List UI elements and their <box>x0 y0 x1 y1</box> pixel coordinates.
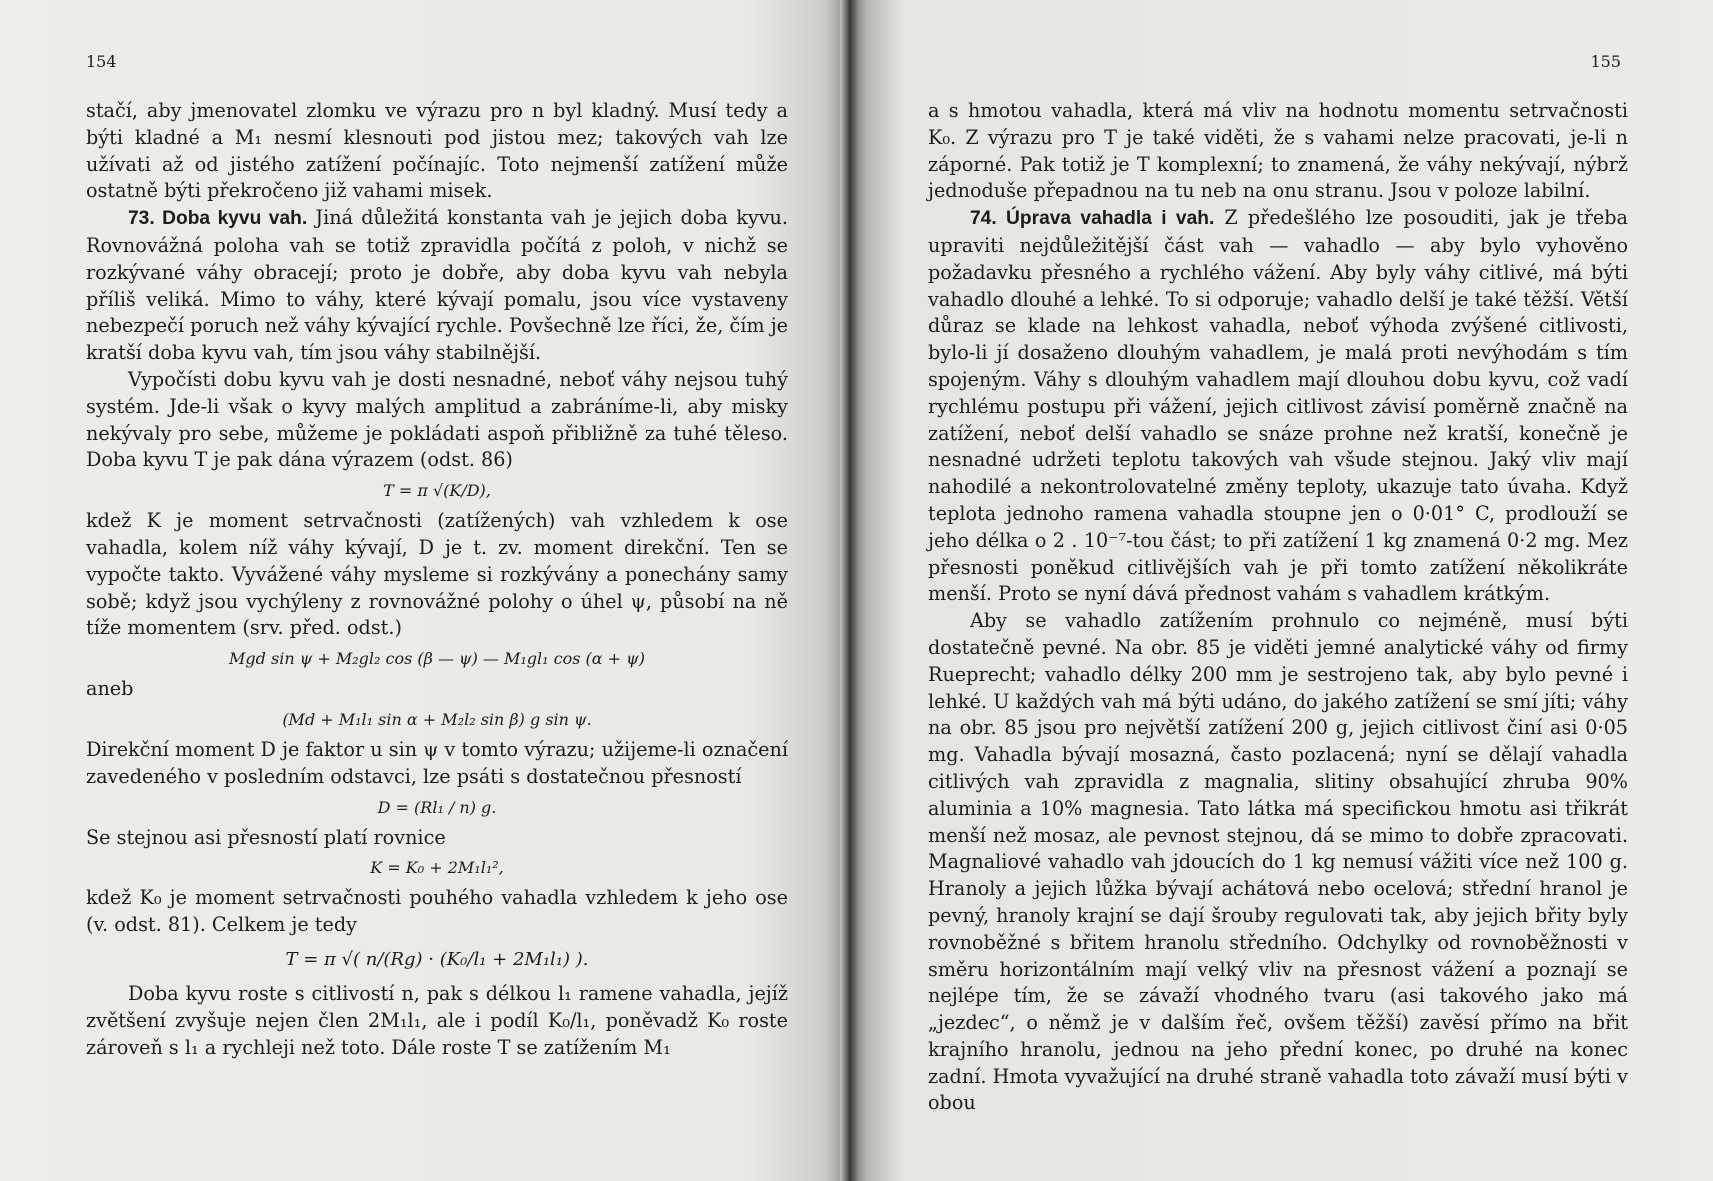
formula-directional-moment: D = (Rl₁ / n) g. <box>377 797 497 817</box>
right-page <box>850 0 1713 1181</box>
page-number-right: 155 <box>1590 52 1621 71</box>
paragraph: Vypočísti dobu kyvu vah je dosti nesnadné, neboť váhy nejsou tuhý systém. Jde-li však o kyvy malých amplitud a zabráníme-li, aby misky nekývaly pro sebe, můžeme je pokládati aspoň přibližně za tuhé těleso. Doba kyvu T je pak dána výrazem (odst. 86) <box>86 367 788 472</box>
paragraph: Aby se vahadlo zatížením prohnulo co nejméně, musí býti dostatečně pevné. Na obr. 85 je viděti jemné analytické váhy od firmy Rueprecht; vahadlo délky 200 mm je sestrojeno tak, aby bylo pevné i lehké. U každých vah má býti udáno, do jakého zatížení se smí jíti; váhy na obr. 85 jsou pro největší zatížení 200 g, jejich citlivost činí asi 0·05 mg. Vahadla bývají mosazná, často pozlacená; nyní se dělají vahadla citlivých vah zpravidla z magnalia, slitiny obsahující zhruba 90% aluminia a 10% magnesia. Tato látka má specifickou hmotu asi třikrát menší než mosaz, ale pevnost stejnou, dá se mimo to dobře zpracovati. Magnaliové vahadlo vah jdoucích do 1 kg nemusí vážiti více než 100 g. Hranoly a jejich lůžka bývají achátová nebo ocelová; střední hranol je pevný, hranoly krajní se dají šrouby regulovati tak, aby jejich břity byly rovnoběžné s břitem hranolu středního. Odchylky od rovnoběžnosti v směru horizontálním mají velký vliv na přesnost vážení a poznají se nejlépe tím, že se závaží vhodného tvaru (asi takového jako má „jezdec“, o němž je v dalším řeč, ovšem těžší) zavěsí přímo na břit krajního hranolu, jednou na jeho přední konec, po druhé na konec zadní. Hmota vyvažující na druhé straně vahadla toto závaží musí býti v obou <box>928 609 1628 1115</box>
paragraph: stačí, aby jmenovatel zlomku ve výrazu pro n byl kladný. Musí tedy a býti kladné a M₁ nesmí klesnouti pod jistou mez; takových vah lze užívati až od jistého zatížení počínajíc. Toto nejmenší zatížení může ostatně býti překročeno již vahami misek. <box>86 99 788 203</box>
paragraph: kdež K je moment setrvačnosti (zatížených) vah vzhledem k ose vahadla, kolem níž váhy kývají, D je t. zv. moment direkční. Ten se vypočte takto. Vyvážené váhy mysleme si rozkývány a ponechány samy sobě; když jsou vychýleny z rovnovážné polohy o úhel ψ, působí na ně tíže momentem (srv. před. odst.) <box>86 509 788 640</box>
section-73 <box>86 205 788 367</box>
paragraph: a s hmotou vahadla, která má vliv na hodnotu momentu setrvačnosti K₀. Z výrazu pro T je také viděti, že s vahami nelze pracovati, je-li n záporné. Pak totiž je T komplexní; to znamená, že váhy nekývají, nýbrž jednoduše přepadnou na tu neb na onu stranu. Jsou v poloze labilní. <box>928 99 1628 203</box>
section-text: Z předešlého lze posouditi, jak je třeba upraviti nejdůležitější část vah — vahadlo — aby bylo vyhověno požadavku přesného a rychlého vážení. Aby byly váhy citlivé, má býti vahadlo dlouhé a lehké. To si odporuje; vahadlo delší je také těžší. Větší důraz se klade na lehkost vahadla, neboť výhoda zvýšené citlivosti, bylo-li jí dosaženo dlouhým vahadlem, je malá proti nevýhodám s tím spojeným. Váhy s dlouhým vahadlem mají dlouhou dobu kyvu, což vadí rychlému postupu při vážení, jejich citlivost závisí poměrně značně na zatížení, neboť delší vahadlo se snáze prohne než kratší, konečně je nesnadné udržeti teplotu takových vah všude stejnou. Jaký vliv mají nahodilé a nekontrolovatelné změny teploty, ukazuje tato úvaha. Když teplota jednoho ramena vahadla stoupne jen o 0·01° C, prodlouží se jeho délka o 2 . 10⁻⁷-tou část; to při zatížení 1 kg znamená 0·2 mg. Mez přesnosti poněkud citlivějších vah je při tomto zatížení několikráte menší. Proto se nyní dává přednost vahám s vahadlem krátkým. <box>928 206 1628 606</box>
book-gutter <box>840 0 860 1181</box>
formula-moment: Mgd sin ψ + M₂gl₂ cos (β — ψ) — M₁gl₁ cos (α + ψ) <box>229 649 645 669</box>
section-text: Jiná důležitá konstanta vah je jejich doba kyvu. Rovnovážná poloha vah se totiž zpravidla počítá z poloh, v nichž se rozkývané váhy obracejí; proto je dobře, aby doba kyvu vah nebyla příliš veliká. Mimo to váhy, které kývají pomalu, jsou více vystaveny nebezpečí poruch než váhy kývající rychle. Povšechně lze říci, že, čím je kratší doba kyvu vah, tím jsou váhy stabilnější. <box>86 206 788 365</box>
paragraph: Doba kyvu roste s citlivostí n, pak s délkou l₁ ramene vahadla, jejíž zvětšení zvyšuje nejen člen 2M₁l₁, ale i podíl K₀/l₁, poněvadž K₀ roste zároveň s l₁ a rychleji než toto. Dále roste T se zatížením M₁ <box>86 981 788 1059</box>
left-page-text <box>86 98 788 1061</box>
paragraph: Se stejnou asi přesností platí rovnice <box>86 825 446 849</box>
formula-moment-alt: (Md + M₁l₁ sin α + M₂l₂ sin β) g sin ψ. <box>282 709 592 729</box>
paragraph: Direkční moment D je faktor u sin ψ v tomto výrazu; užijeme-li označení zavedeného v posledním odstavci, lze psáti s dostatečnou přesností <box>86 737 788 788</box>
formula-period-full: T = π √( n/(Rg) · (K₀/l₁ + 2M₁l₁) ). <box>285 948 589 970</box>
right-page-text <box>928 98 1628 1117</box>
section-heading: 73. Doba kyvu vah. <box>128 208 308 230</box>
left-page <box>0 0 850 1181</box>
formula-period: T = π √(K/D), <box>383 481 491 501</box>
section-74 <box>928 205 1628 608</box>
section-heading: 74. Úprava vahadla i vah. <box>970 208 1215 230</box>
word-aneb: aneb <box>86 677 134 701</box>
page-number-left: 154 <box>86 52 117 71</box>
paragraph: kdež K₀ je moment setrvačnosti pouhého vahadla vzhledem k jeho ose (v. odst. 81). Celkem je tedy <box>86 886 788 937</box>
formula-inertia: K = K₀ + 2M₁l₁², <box>370 858 504 878</box>
